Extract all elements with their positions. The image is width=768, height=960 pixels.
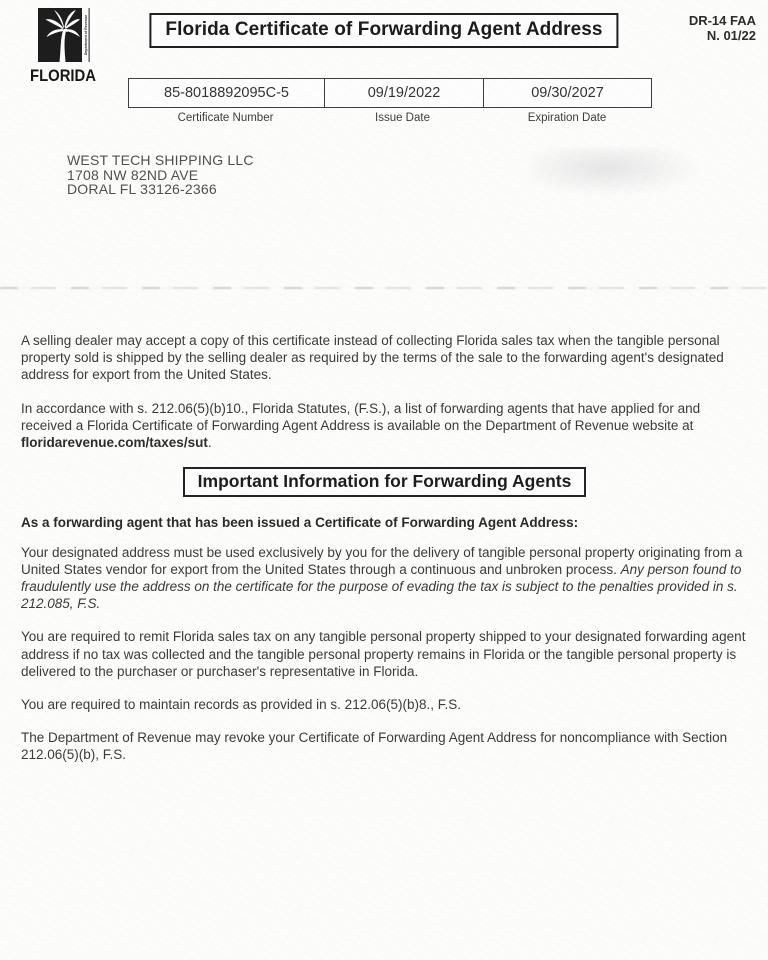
statute-paragraph-text: In accordance with s. 212.06(5)(b)10., Florida Statutes, (F.S.), a list of forwarding agents that have applied for and received a Florida Certificate of Forwarding Agent Address is available on the Department of Revenue website at [21,400,701,433]
scan-ghost-artifact [532,148,700,196]
designated-address-paragraph [21,544,748,613]
form-code: DR-14 FAA [688,13,756,28]
certificate-number-label: Certificate Number [177,112,274,124]
important-info-heading-row [21,467,748,497]
certificate-strip [128,78,652,108]
maintain-records-paragraph: You are required to maintain records as provided in s. 212.06(5)(b)8., F.S. [21,697,461,713]
dealer-paragraph: A selling dealer may accept a copy of this certificate instead of collecting Florida sales tax when the tangible personal property sold is shipped by the selling dealer as required by the terms of the sale to the forwarding agent's designated address for export from the United States. [21,333,724,383]
scan-fold-line-artifact [0,287,768,289]
statute-paragraph [21,400,748,452]
forwarding-agent-intro: As a forwarding agent that has been issued a Certificate of Forwarding Agent Address: [21,515,579,531]
remit-tax-paragraph: You are required to remit Florida sales tax on any tangible personal property shipped to your designated forwarding agent address if no tax was collected and the tangible personal property remains in Florida or the tangible personal property is delivered to the purchaser or purchaser's representative in Florida. [21,629,746,679]
expiration-date-label: Expiration Date [527,112,607,124]
body-text [21,332,748,780]
penalties-italic-text: Any person found to fraudulently use the address on the certificate for the purpose of evading the tax is subject to the penalties provided in s. 212.085, F.S. [21,561,742,612]
issue-date-label: Issue Date [375,112,430,124]
logo-box [38,8,82,62]
recipient-address-block [67,153,254,197]
form-revision: N. 01/22 [706,28,756,43]
document-title: Florida Certificate of Forwarding Agent Address [149,13,618,48]
certificate-number-value: 85-8018892095C-5 [164,85,289,101]
recipient-city-state-zip: DORAL FL 33126-2366 [67,181,217,197]
designated-address-text: Your designated address must be used exclusively by you for the delivery of tangible personal property originating from a United States vendor for export from the United States through a continuous and unbroken process. [21,544,743,577]
logo-strip-border [89,8,90,62]
recipient-name: WEST TECH SHIPPING LLC [67,152,254,168]
revoke-paragraph: The Department of Revenue may revoke your Certificate of Forwarding Agent Address for noncompliance with Section 212.06(5)(b), F.S. [21,730,728,763]
issue-date-value: 09/19/2022 [324,79,483,107]
expiration-date-value: 09/30/2027 [483,79,651,107]
form-code-block [689,13,756,43]
florida-dor-logo [30,6,98,86]
logo-state-text: FLORIDA [30,66,96,85]
dor-website-url: floridarevenue.com/taxes/sut [21,435,208,451]
important-info-heading: Important Information for Forwarding Agents [183,467,587,497]
recipient-street: 1708 NW 82ND AVE [67,166,199,183]
statute-paragraph-period: . [207,435,212,451]
logo-dept-text: Department of Revenue [84,14,89,56]
certificate-strip-labels [128,112,652,124]
